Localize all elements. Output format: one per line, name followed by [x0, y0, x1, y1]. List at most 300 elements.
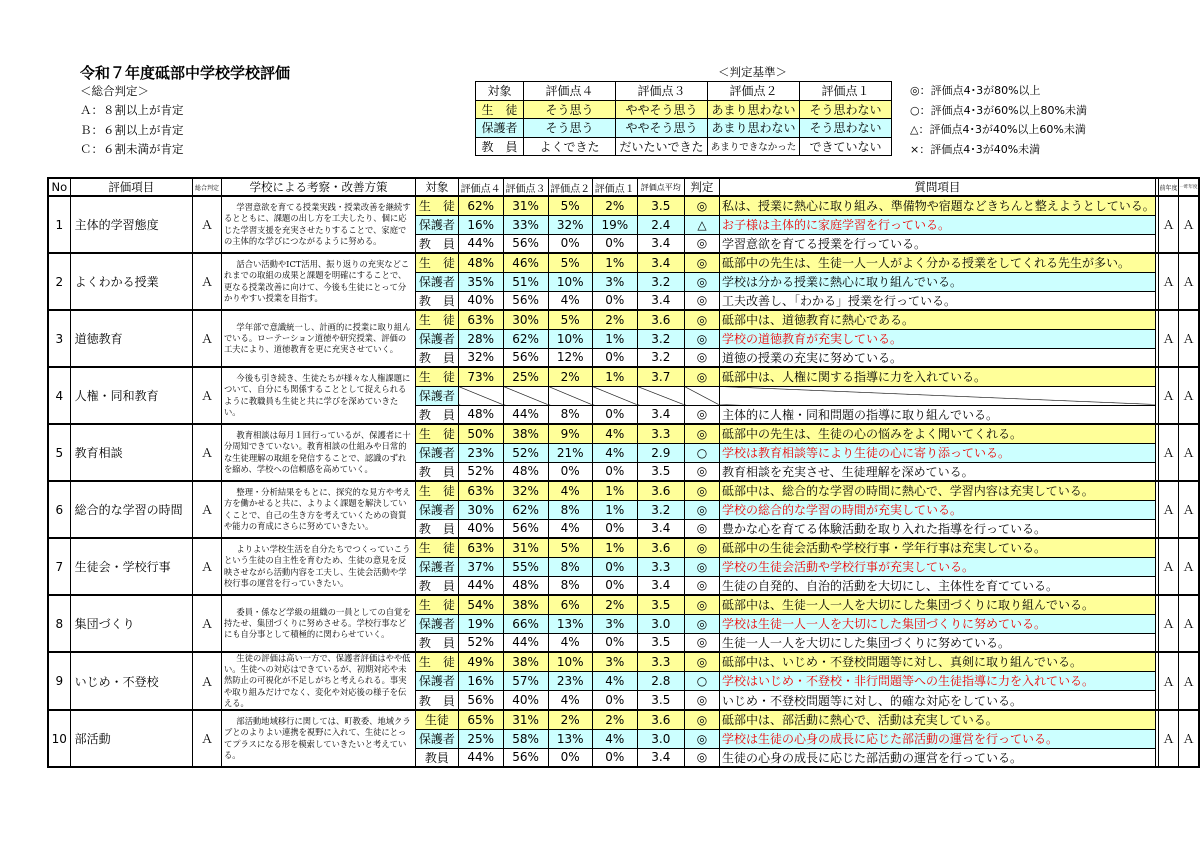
score-p1: 2%	[592, 196, 637, 215]
table-row	[48, 424, 1199, 443]
column-gap	[1155, 748, 1158, 767]
score-p3: 56%	[503, 291, 548, 310]
score-p3: 30%	[503, 310, 548, 329]
score-p1: 3%	[592, 272, 637, 291]
item-description: 学習意欲を育てる授業実践・授業改善を継続するとともに、課題の出し方を工夫したり、個に応じた学習支援を充実させたりすることで、家庭での主体的な学びにつながるように努める。	[221, 196, 415, 253]
judgement-mark: ◎	[684, 462, 719, 481]
overall-criteria-c: Ｃ：６割未満が肯定	[80, 141, 184, 156]
item-description: 話合い活動やICT活用、振り返りの充実などこれまでの取組の成果と課題を明確にすることで、更なる授業改善に向けて、今後も生徒にとって分かりやすい授業を目指す。	[221, 253, 415, 310]
score-p2: 8%	[548, 405, 592, 424]
header-judge: 判定	[684, 178, 719, 196]
criteria-target: 生 徒	[476, 100, 524, 119]
overall-grade: Ａ	[193, 538, 222, 595]
score-p1: 3%	[592, 652, 637, 671]
judgement-mark: ◎	[684, 272, 719, 291]
score-average: 3.6	[637, 310, 684, 329]
question-text: 砥部中の先生は、生徒一人一人がよく分かる授業をしてくれる先生が多い。	[720, 253, 1156, 272]
judgement-mark: ◎	[684, 557, 719, 576]
score-p4	[458, 386, 503, 405]
header-overall: 総合判定	[193, 178, 222, 196]
judgement-mark: ◎	[684, 748, 719, 767]
score-p4: 54%	[458, 595, 503, 614]
judgement-mark: △	[684, 215, 719, 234]
score-p3: 38%	[503, 595, 548, 614]
item-number: 8	[48, 595, 70, 652]
score-p1: 1%	[592, 500, 637, 519]
item-name: 人権・同和教育	[70, 367, 192, 424]
target-label: 生 徒	[416, 310, 459, 329]
question-text: 学校は分かる授業に熱心に取り組んでいる。	[720, 272, 1156, 291]
column-gap	[1155, 462, 1158, 481]
question-text: お子様は主体的に家庭学習を行っている。	[720, 215, 1156, 234]
score-p3: 62%	[503, 329, 548, 348]
column-gap	[1155, 633, 1158, 652]
score-p1: 2%	[592, 595, 637, 614]
legend-circle: ○：評価点4･3が60%以上80%未満	[910, 103, 1087, 117]
score-p1: 0%	[592, 348, 637, 367]
score-average: 3.4	[637, 519, 684, 538]
score-p1: 0%	[592, 557, 637, 576]
table-header-row	[48, 178, 1199, 196]
column-gap	[1155, 443, 1158, 462]
header-desc: 学校による考察・改善方策	[221, 178, 415, 196]
item-description: 今後も引き続き、生徒たちが様々な人権課題について、自分にも関係することとして捉えられるように教職員も生徒と共に学びを深めていきたい。	[221, 367, 415, 424]
header-item: 評価項目	[70, 178, 192, 196]
score-p3: 44%	[503, 405, 548, 424]
score-p2: 8%	[548, 557, 592, 576]
question-text: 道徳の授業の充実に努めている。	[720, 348, 1156, 367]
score-p4: 49%	[458, 652, 503, 671]
score-p1: 1%	[592, 481, 637, 500]
score-p4: 52%	[458, 633, 503, 652]
column-gap	[1155, 405, 1158, 424]
question-text: 学習意欲を育てる授業を行っている。	[720, 234, 1156, 253]
table-row	[48, 710, 1199, 729]
criteria-cell: あまり思わない	[708, 100, 800, 119]
score-p4: 37%	[458, 557, 503, 576]
criteria-target: 教 員	[476, 137, 524, 156]
score-average: 3.2	[637, 500, 684, 519]
score-average: 3.3	[637, 557, 684, 576]
target-label: 生 徒	[416, 595, 459, 614]
item-name: 教育相談	[70, 424, 192, 481]
column-gap	[1155, 272, 1158, 291]
header-p4: 評価点４	[458, 178, 503, 196]
score-p4: 40%	[458, 291, 503, 310]
two-years-ago-grade: Ａ	[1179, 367, 1199, 424]
column-gap	[1155, 234, 1158, 253]
judgement-mark: ◎	[684, 405, 719, 424]
score-p2: 4%	[548, 519, 592, 538]
score-p4: 44%	[458, 576, 503, 595]
score-p2	[548, 386, 592, 405]
score-p1: 0%	[592, 519, 637, 538]
evaluation-rows	[48, 196, 1199, 767]
question-text	[720, 386, 1156, 405]
judgement-mark: ◎	[684, 253, 719, 272]
header-prev: 前年度	[1158, 178, 1178, 196]
question-text: 工夫改善し、「わかる」授業を行っている。	[720, 291, 1156, 310]
header-p2: 評価点２	[548, 178, 592, 196]
item-number: 6	[48, 481, 70, 538]
score-p4: 44%	[458, 748, 503, 767]
score-p1: 3%	[592, 614, 637, 633]
judgement-mark	[684, 386, 719, 405]
score-p3: 56%	[503, 234, 548, 253]
page-title: 令和７年度砥部中学校学校評価	[80, 64, 291, 82]
score-p2: 10%	[548, 652, 592, 671]
score-p3: 62%	[503, 500, 548, 519]
score-p3: 48%	[503, 576, 548, 595]
criteria-header-3: 評価点３	[616, 82, 708, 101]
score-p1: 4%	[592, 443, 637, 462]
item-name: 部活動	[70, 710, 192, 767]
item-number: 1	[48, 196, 70, 253]
criteria-cell: だいたいできた	[616, 137, 708, 156]
question-text: 砥部中は、道徳教育に熱心である。	[720, 310, 1156, 329]
target-label: 保護者	[416, 386, 459, 405]
score-p3: 32%	[503, 481, 548, 500]
column-gap	[1155, 519, 1158, 538]
target-label: 生 徒	[416, 424, 459, 443]
target-label: 保護者	[416, 443, 459, 462]
score-p2: 2%	[548, 367, 592, 386]
target-label: 保護者	[416, 329, 459, 348]
score-p2: 8%	[548, 576, 592, 595]
two-years-ago-grade: Ａ	[1179, 196, 1199, 253]
score-average: 3.5	[637, 595, 684, 614]
item-name: 総合的な学習の時間	[70, 481, 192, 538]
judgement-legend	[910, 81, 1087, 159]
score-p4: 63%	[458, 538, 503, 557]
score-p4: 73%	[458, 367, 503, 386]
overall-grade: Ａ	[193, 710, 222, 767]
score-average: 3.6	[637, 710, 684, 729]
score-average: 3.5	[637, 196, 684, 215]
overall-grade: Ａ	[193, 652, 222, 710]
score-p4: 16%	[458, 215, 503, 234]
table-row	[48, 367, 1199, 386]
target-label: 教 員	[416, 576, 459, 595]
header-target: 対象	[416, 178, 459, 196]
judgement-mark: ◎	[684, 633, 719, 652]
judgement-mark: ◎	[684, 652, 719, 671]
score-average	[637, 386, 684, 405]
prev-year-grade: Ａ	[1158, 710, 1178, 767]
item-name: よくわかる授業	[70, 253, 192, 310]
table-row	[48, 253, 1199, 272]
score-average: 3.6	[637, 538, 684, 557]
judgement-mark: ◎	[684, 538, 719, 557]
score-p2: 0%	[548, 462, 592, 481]
legend-cross: ×：評価点4･3が40%未満	[910, 142, 1041, 156]
question-text: 学校の道徳教育が充実している。	[720, 329, 1156, 348]
header-question: 質問項目	[720, 178, 1156, 196]
question-text: 砥部中の生徒会活動や学校行事・学年行事は充実している。	[720, 538, 1156, 557]
question-text: 砥部中の先生は、生徒の心の悩みをよく聞いてくれる。	[720, 424, 1156, 443]
overall-criteria-heading: ＜総合判定＞	[80, 84, 149, 98]
column-gap	[1155, 329, 1158, 348]
criteria-row-parent	[476, 119, 892, 138]
prev-year-grade: Ａ	[1158, 652, 1178, 710]
score-average: 2.4	[637, 215, 684, 234]
target-label: 生 徒	[416, 652, 459, 671]
score-p1: 0%	[592, 691, 637, 710]
criteria-cell: ややそう思う	[616, 119, 708, 138]
judgement-mark: ◎	[684, 481, 719, 500]
item-description: 委員・係など学級の組織の一員としての自覚を持たせ、集団づくりに努めさせる。学校行事などにも自分事として積極的に関わらせていく。	[221, 595, 415, 652]
score-p3: 48%	[503, 462, 548, 481]
two-years-ago-grade: Ａ	[1179, 652, 1199, 710]
target-label: 生 徒	[416, 538, 459, 557]
score-p3: 55%	[503, 557, 548, 576]
target-label: 教員	[416, 748, 459, 767]
two-years-ago-grade: Ａ	[1179, 481, 1199, 538]
score-p4: 35%	[458, 272, 503, 291]
question-text: 砥部中は、生徒一人一人を大切にした集団づくりに取り組んでいる。	[720, 595, 1156, 614]
question-text: 豊かな心を育てる体験活動を取り入れた指導を行っている。	[720, 519, 1156, 538]
score-p2: 12%	[548, 348, 592, 367]
score-p3: 31%	[503, 196, 548, 215]
column-gap	[1155, 557, 1158, 576]
score-p4: 48%	[458, 405, 503, 424]
judgement-mark: ◎	[684, 367, 719, 386]
item-number: 2	[48, 253, 70, 310]
score-p3: 38%	[503, 424, 548, 443]
item-number: 7	[48, 538, 70, 595]
score-p4: 62%	[458, 196, 503, 215]
criteria-cell: そう思わない	[800, 100, 892, 119]
score-average: 3.2	[637, 272, 684, 291]
criteria-cell: よくできた	[524, 137, 616, 156]
judgement-mark: ○	[684, 671, 719, 690]
score-average: 3.2	[637, 329, 684, 348]
score-p3: 57%	[503, 671, 548, 690]
score-average: 3.4	[637, 291, 684, 310]
score-p2: 10%	[548, 329, 592, 348]
question-text: 学校の生徒会活動や学校行事が充実している。	[720, 557, 1156, 576]
score-p1: 1%	[592, 367, 637, 386]
score-p1: 1%	[592, 329, 637, 348]
criteria-header-4: 評価点４	[524, 82, 616, 101]
score-p3: 31%	[503, 538, 548, 557]
judgement-mark: ◎	[684, 576, 719, 595]
overall-grade: Ａ	[193, 424, 222, 481]
item-description: 部活動地域移行に関しては、町教委、地域クラブとのよりよい連携を視野に入れて、生徒にとってプラスになる形を模索していきたいと考えている。	[221, 710, 415, 767]
score-p4: 32%	[458, 348, 503, 367]
criteria-row-student	[476, 100, 892, 119]
item-number: 4	[48, 367, 70, 424]
criteria-cell: あまりできなかった	[708, 137, 800, 156]
score-p1: 1%	[592, 253, 637, 272]
item-name: 道徳教育	[70, 310, 192, 367]
score-p2: 5%	[548, 310, 592, 329]
prev-year-grade: Ａ	[1158, 253, 1178, 310]
item-name: 生徒会・学校行事	[70, 538, 192, 595]
score-p3: 44%	[503, 633, 548, 652]
criteria-header-1: 評価点１	[800, 82, 892, 101]
score-p3: 56%	[503, 348, 548, 367]
target-label: 保護者	[416, 557, 459, 576]
legend-double-circle: ◎：評価点4･3が80%以上	[910, 84, 1041, 97]
score-p2: 4%	[548, 691, 592, 710]
score-p2: 5%	[548, 253, 592, 272]
score-average: 3.3	[637, 652, 684, 671]
overall-criteria	[80, 82, 184, 159]
score-p3: 66%	[503, 614, 548, 633]
score-p3: 56%	[503, 519, 548, 538]
overall-grade: Ａ	[193, 595, 222, 652]
score-p2: 0%	[548, 234, 592, 253]
score-p3	[503, 386, 548, 405]
score-p1: 19%	[592, 215, 637, 234]
target-label: 教 員	[416, 691, 459, 710]
question-text: 生徒の心身の成長に応じた部活動の運営を行っている。	[720, 748, 1156, 767]
item-number: 9	[48, 652, 70, 710]
score-p3: 51%	[503, 272, 548, 291]
score-average: 3.4	[637, 253, 684, 272]
score-average: 3.2	[637, 348, 684, 367]
question-text: 学校は生徒の心身の成長に応じた部活動の運営を行っている。	[720, 729, 1156, 748]
target-label: 保護者	[416, 272, 459, 291]
judgement-mark: ◎	[684, 710, 719, 729]
two-years-ago-grade: Ａ	[1179, 710, 1199, 767]
table-row	[48, 481, 1199, 500]
item-name: 主体的学習態度	[70, 196, 192, 253]
score-p1	[592, 386, 637, 405]
evaluation-table	[47, 177, 1200, 768]
target-label: 保護者	[416, 500, 459, 519]
score-p2: 6%	[548, 595, 592, 614]
question-text: 砥部中は、総合的な学習の時間に熱心で、学習内容は充実している。	[720, 481, 1156, 500]
overall-grade: Ａ	[193, 253, 222, 310]
score-average: 3.0	[637, 614, 684, 633]
column-gap	[1155, 671, 1158, 690]
score-p2: 32%	[548, 215, 592, 234]
score-p3: 38%	[503, 652, 548, 671]
target-label: 教 員	[416, 633, 459, 652]
score-p2: 10%	[548, 272, 592, 291]
score-p3: 31%	[503, 710, 548, 729]
criteria-table	[475, 81, 892, 156]
prev-year-grade: Ａ	[1158, 310, 1178, 367]
criteria-header-target: 対象	[476, 82, 524, 101]
two-years-ago-grade: Ａ	[1179, 424, 1199, 481]
question-text: いじめ・不登校問題等に対し、的確な対応をしている。	[720, 691, 1156, 710]
target-label: 教 員	[416, 462, 459, 481]
column-gap	[1155, 691, 1158, 710]
score-p2: 23%	[548, 671, 592, 690]
score-p2: 8%	[548, 500, 592, 519]
score-p4: 52%	[458, 462, 503, 481]
criteria-target: 保護者	[476, 119, 524, 138]
score-p3: 33%	[503, 215, 548, 234]
question-text: 学校はいじめ・不登校・非行問題等への生徒指導に力を入れている。	[720, 671, 1156, 690]
item-description: 整理・分析結果をもとに、探究的な見方や考え方を働かせると共に、よりよく課題を解決していくことで、自己の生き方を考えていくための資質や能力の育成にさらに努めていきたい。	[221, 481, 415, 538]
target-label: 生 徒	[416, 196, 459, 215]
judgement-mark: ◎	[684, 291, 719, 310]
score-average: 3.3	[637, 424, 684, 443]
score-average: 3.7	[637, 367, 684, 386]
score-p2: 13%	[548, 614, 592, 633]
criteria-header-row	[476, 82, 892, 101]
target-label: 教 員	[416, 234, 459, 253]
two-years-ago-grade: Ａ	[1179, 253, 1199, 310]
header-no: No	[48, 178, 70, 196]
target-label: 教 員	[416, 348, 459, 367]
question-text: 学校は教育相談等により生徒の心に寄り添っている。	[720, 443, 1156, 462]
two-years-ago-grade: Ａ	[1179, 310, 1199, 367]
prev-year-grade: Ａ	[1158, 367, 1178, 424]
table-row	[48, 652, 1199, 671]
score-p2: 4%	[548, 481, 592, 500]
criteria-header-2: 評価点２	[708, 82, 800, 101]
question-text: 学校の総合的な学習の時間が充実している。	[720, 500, 1156, 519]
score-p2: 2%	[548, 710, 592, 729]
prev-year-grade: Ａ	[1158, 481, 1178, 538]
judgement-mark: ○	[684, 443, 719, 462]
prev-year-grade: Ａ	[1158, 424, 1178, 481]
score-average: 3.5	[637, 633, 684, 652]
judgement-mark: ◎	[684, 234, 719, 253]
judgement-mark: ◎	[684, 691, 719, 710]
score-p4: 28%	[458, 329, 503, 348]
score-p1: 0%	[592, 462, 637, 481]
criteria-cell: あまり思わない	[708, 119, 800, 138]
item-description: 生徒の評価は高い一方で、保護者評価はやや低い。生徒への対応はできているが、初期対応や未然防止の可視化が不足しがちと考えられる。事実や取り組みだけでなく、変化や対応後の様子を伝える。	[221, 652, 415, 710]
item-number: 5	[48, 424, 70, 481]
item-description: よりよい学校生活を自分たちでつくっていこうという生徒の自主性を育むため、生徒の意見を反映させながら活動内容を工夫し、生徒会活動や学校行事の運営を行っていきたい。	[221, 538, 415, 595]
overall-grade: Ａ	[193, 481, 222, 538]
score-p4: 19%	[458, 614, 503, 633]
column-gap	[1155, 291, 1158, 310]
criteria-cell: ややそう思う	[616, 100, 708, 119]
score-p2: 5%	[548, 196, 592, 215]
score-p3: 40%	[503, 691, 548, 710]
score-p1: 4%	[592, 424, 637, 443]
score-p4: 63%	[458, 481, 503, 500]
score-p1: 1%	[592, 538, 637, 557]
column-gap	[1155, 576, 1158, 595]
score-average: 2.9	[637, 443, 684, 462]
score-p2: 9%	[548, 424, 592, 443]
score-p4: 63%	[458, 310, 503, 329]
score-p4: 40%	[458, 519, 503, 538]
score-p4: 23%	[458, 443, 503, 462]
judgement-mark: ◎	[684, 310, 719, 329]
column-gap	[1155, 386, 1158, 405]
judgement-mark: ◎	[684, 329, 719, 348]
target-label: 教 員	[416, 405, 459, 424]
score-p1: 0%	[592, 405, 637, 424]
score-p4: 56%	[458, 691, 503, 710]
header-p1: 評価点１	[592, 178, 637, 196]
judgement-mark: ◎	[684, 500, 719, 519]
question-text: 主体的に人権・同和問題の指導に取り組んでいる。	[720, 405, 1156, 424]
target-label: 保護者	[416, 729, 459, 748]
question-text: 学校は生徒一人一人を大切にした集団づくりに努めている。	[720, 614, 1156, 633]
target-label: 教 員	[416, 519, 459, 538]
target-label: 生 徒	[416, 253, 459, 272]
score-p3: 46%	[503, 253, 548, 272]
judgement-mark: ◎	[684, 348, 719, 367]
score-average: 3.5	[637, 462, 684, 481]
score-p2: 13%	[548, 729, 592, 748]
two-years-ago-grade: Ａ	[1179, 595, 1199, 652]
target-label: 生徒	[416, 710, 459, 729]
score-p2: 5%	[548, 538, 592, 557]
legend-triangle: △：評価点4･3が40%以上60%未満	[910, 123, 1086, 136]
